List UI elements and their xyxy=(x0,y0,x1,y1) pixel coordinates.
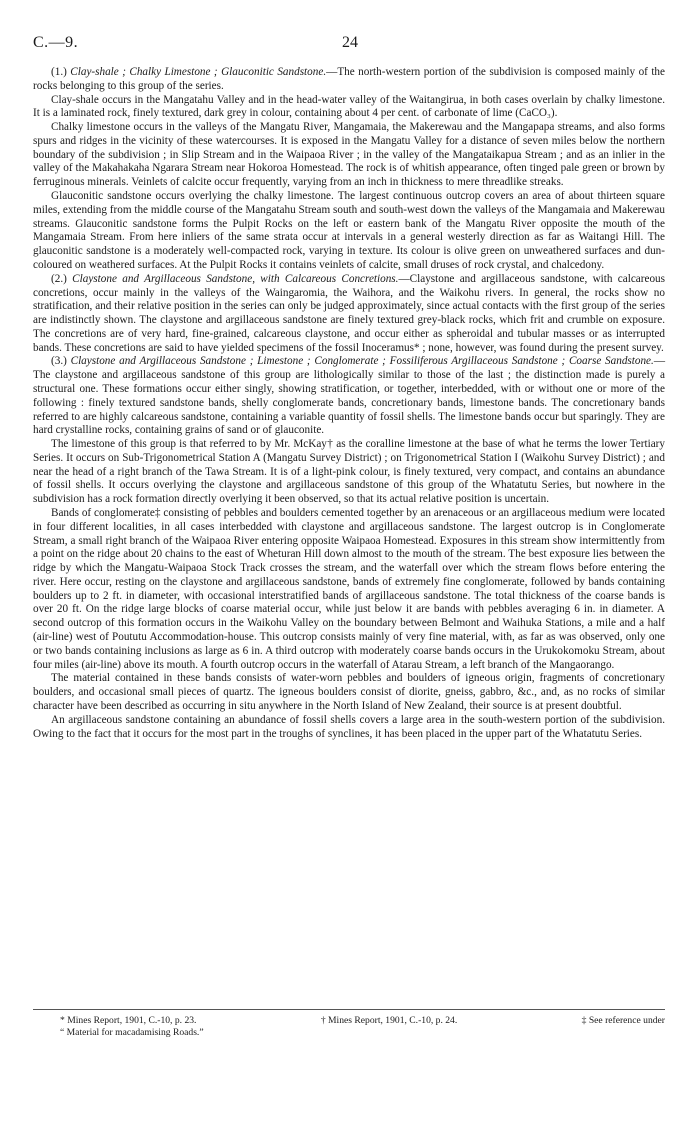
page-number: 24 xyxy=(342,34,358,51)
footnote-3: ‡ See reference under xyxy=(581,1015,665,1026)
paragraph: An argillaceous sandstone containing an abundance of fossil shells covers a large area in the south-western portion of the subdivision. Owing to the fact that it occurs for the most part in the troughs of synclines, it has been placed in the upper part of the Whatatutu Series. xyxy=(33,713,665,740)
paragraph: (1.) Clay-shale ; Chalky Limestone ; Glauconitic Sandstone.—The north-western portion of the subdivision is composed mainly of the rocks belonging to this group of the series. xyxy=(33,66,665,92)
footnotes xyxy=(60,1015,665,1039)
paragraph: The limestone of this group is that referred to by Mr. McKay† as the coralline limestone at the base of what he terms the lower Tertiary Series. It occurs on Sub-Trigonometrical Station A (Mangatu Survey District) ; on Trigonometrical Station I (Waikohu Survey District) ; and near the head of a right branch of the Tawa Stream. It is of a light-pink colour, is finely textured, very compact, and contains an abundance of fossil shells. It occurs overlying the claystone and argillaceous sandstone of this group of the Whatatutu Series, but nowhere in the subdivision has a rock formation directly overlying it been observed, so that its actual relative position is uncertain. xyxy=(33,438,665,506)
paragraph: (2.) Claystone and Argillaceous Sandstone, with Calcareous Concretions.—Claystone and argillaceous sandstone, with calcareous concretions, occur mainly in the valleys of the Waingaromia, the Waihora, and the Waikohu rivers. In general, the rocks show no stratification, and their relative position in the series can only be judged approximately, since actual contacts with the first group of the series are indistinctly shown. The claystone and argillaceous sandstone are finely textured grey-black rocks, which frit and crumble on exposure. The concretions are of very hard, fine-grained, calcareous claystone, and occur either as spheroidal and tubular masses or as interrupted bands. These concretions are said to have yielded specimens of the fossil Inoceramus* ; none, however, was found during the present survey. xyxy=(33,272,665,354)
footnote-2: † Mines Report, 1901, C.-10, p. 24. xyxy=(320,1015,458,1026)
paragraph: Chalky limestone occurs in the valleys of the Mangatu River, Mangamaia, the Makerewau and the Mangapapa streams, and also forms spurs and ridges in the vicinity of these watercourses. It is exposed in the Mangatu Valley for a distance of seven miles below the northern boundary of the subdivision ; in Slip Stream and in the Waipaoa River ; in the valley of the Mangataikapua Stream ; and as an inlier in the valley of the Makahakaha Ngarara Stream near Hokoroa Homestead. The rock is of whitish appearance, often tinged pale green or brown by ferruginous minerals. Veinlets of calcite occur frequently, varying from an inch in thickness to mere threadlike streaks. xyxy=(33,121,665,189)
section-heading: Clay-shale ; Chalky Limestone ; Glauconitic Sandstone. xyxy=(70,66,327,78)
paragraph: Clay-shale occurs in the Mangatahu Valley and in the head-water valley of the Waitangirua, in both cases overlain by chalky limestone. It is a laminated rock, finely textured, dark grey in colour, containing about 4 per cent. of carbonate of lime (CaCO₃). xyxy=(33,93,665,120)
body-text xyxy=(33,66,665,741)
footnote-1: * Mines Report, 1901, C.-10, p. 23. xyxy=(60,1015,197,1026)
report-reference: C.—9. xyxy=(33,34,79,51)
paragraph: (3.) Claystone and Argillaceous Sandstone ; Limestone ; Conglomerate ; Fossiliferous Argillaceous Sandstone ; Coarse Sandstone.—The claystone and argillaceous sandstone of this group are lithologically similar to those of the last ; the distinction made is purely a structural one. These formations occur either singly, showing stratification, or together, interbedded, with or without one or more of the following : finely textured sandstone bands, shelly conglomerate bands, concretionary bands, limestone bands. The concretionary bands referred to are highly calcareous sandstone, containing a variable quantity of fossil shells. The limestone bands occur but sparingly. They are hard crystalline rocks, containing grains of sand or of glauconite. xyxy=(33,355,666,437)
section-heading: Claystone and Argillaceous Sandstone ; Limestone ; Conglomerate ; Fossiliferous Argillaceous Sandstone ; Coarse Sandstone. xyxy=(70,355,654,368)
paragraph: The material contained in these bands consists of water-worn pebbles and boulders of igneous origin, fragments of concretionary boulders, and occasional small pieces of quartz. The igneous boulders consist of diorite, gneiss, gabbro, &c., and, as no rocks of similar character have been described as occurring in situ anywhere in the North Island of New Zealand, their source is at present doubtful. xyxy=(33,672,665,712)
paragraph: Glauconitic sandstone occurs overlying the chalky limestone. The largest continuous outcrop covers an area of about thirteen square miles, extending from the middle course of the Mangatahu Stream south and south-west down the valleys of the Mangamaia and Makerewau streams. Glauconitic sandstone forms the Pulpit Rocks on the left or eastern bank of the Mangatu River opposite the mouth of the Mangamaia Stream. From here inliers of the same strata occur at intervals in a general westerly direction as far as Waitangi Hill. The glauconitic sandstone is a moderately well-compacted rock, varying in texture. Its colour is olive green on unweathered surfaces and dun-coloured on weathered surfaces. At the Pulpit Rocks it contains veinlets of calcite, small druses of rock crystal, and chalcedony. xyxy=(33,190,665,271)
paragraph: Bands of conglomerate‡ consisting of pebbles and boulders cemented together by an arenaceous or an argillaceous medium were located in four different localities, in all cases interbedded with claystone and argillaceous sandstone. The largest outcrop is in Conglomerate Stream, a small right branch of the Waipaoa River entering opposite Waipaoa Homestead. Exposures in this stream show intermittently from a point on the ridge about 20 chains to the east of Wheturan Hill down almost to the mouth of the stream. The best exposure lies between the ridge by which the Mangatu-Waipaoa Stock Track crosses the stream, and the waterfall over which the stream flows before entering the river. Here occur, resting on the claystone and argillaceous sandstone, bands of extremely fine conglomerate, followed by bands containing boulders up to 2 ft. in diameter, with occasional interstratified bands of argillaceous sandstone. The total thickness of the coarse bands is over 20 ft. On the ridge large blocks of coarse material occur, while just below it are bands with pebbles averaging 6 in. in diameter. A second outcrop of this formation occurs in the Waikohu Valley on the boundary between Belmont and Waihuka Stations, a mile and a half (air-line) west of Poututu Accommodation-house. This outcrop consists mainly of very fine material, with, as far as was observed, only one or two bands containing inclusions as large as 6 in. A third outcrop with moderately coarse bands occurs in the Urukokomoku Stream, about four miles (air-line) above its mouth. A fourth outcrop occurs in the waterfall of Atarau Stream, a left branch of the Mangaorango. xyxy=(33,507,665,671)
footnote-divider xyxy=(33,1009,665,1010)
section-heading: Claystone and Argillaceous Sandstone, with Calcareous Concretions. xyxy=(72,272,399,285)
footnote-3-continuation: “ Material for macadamising Roads.” xyxy=(60,1027,204,1038)
